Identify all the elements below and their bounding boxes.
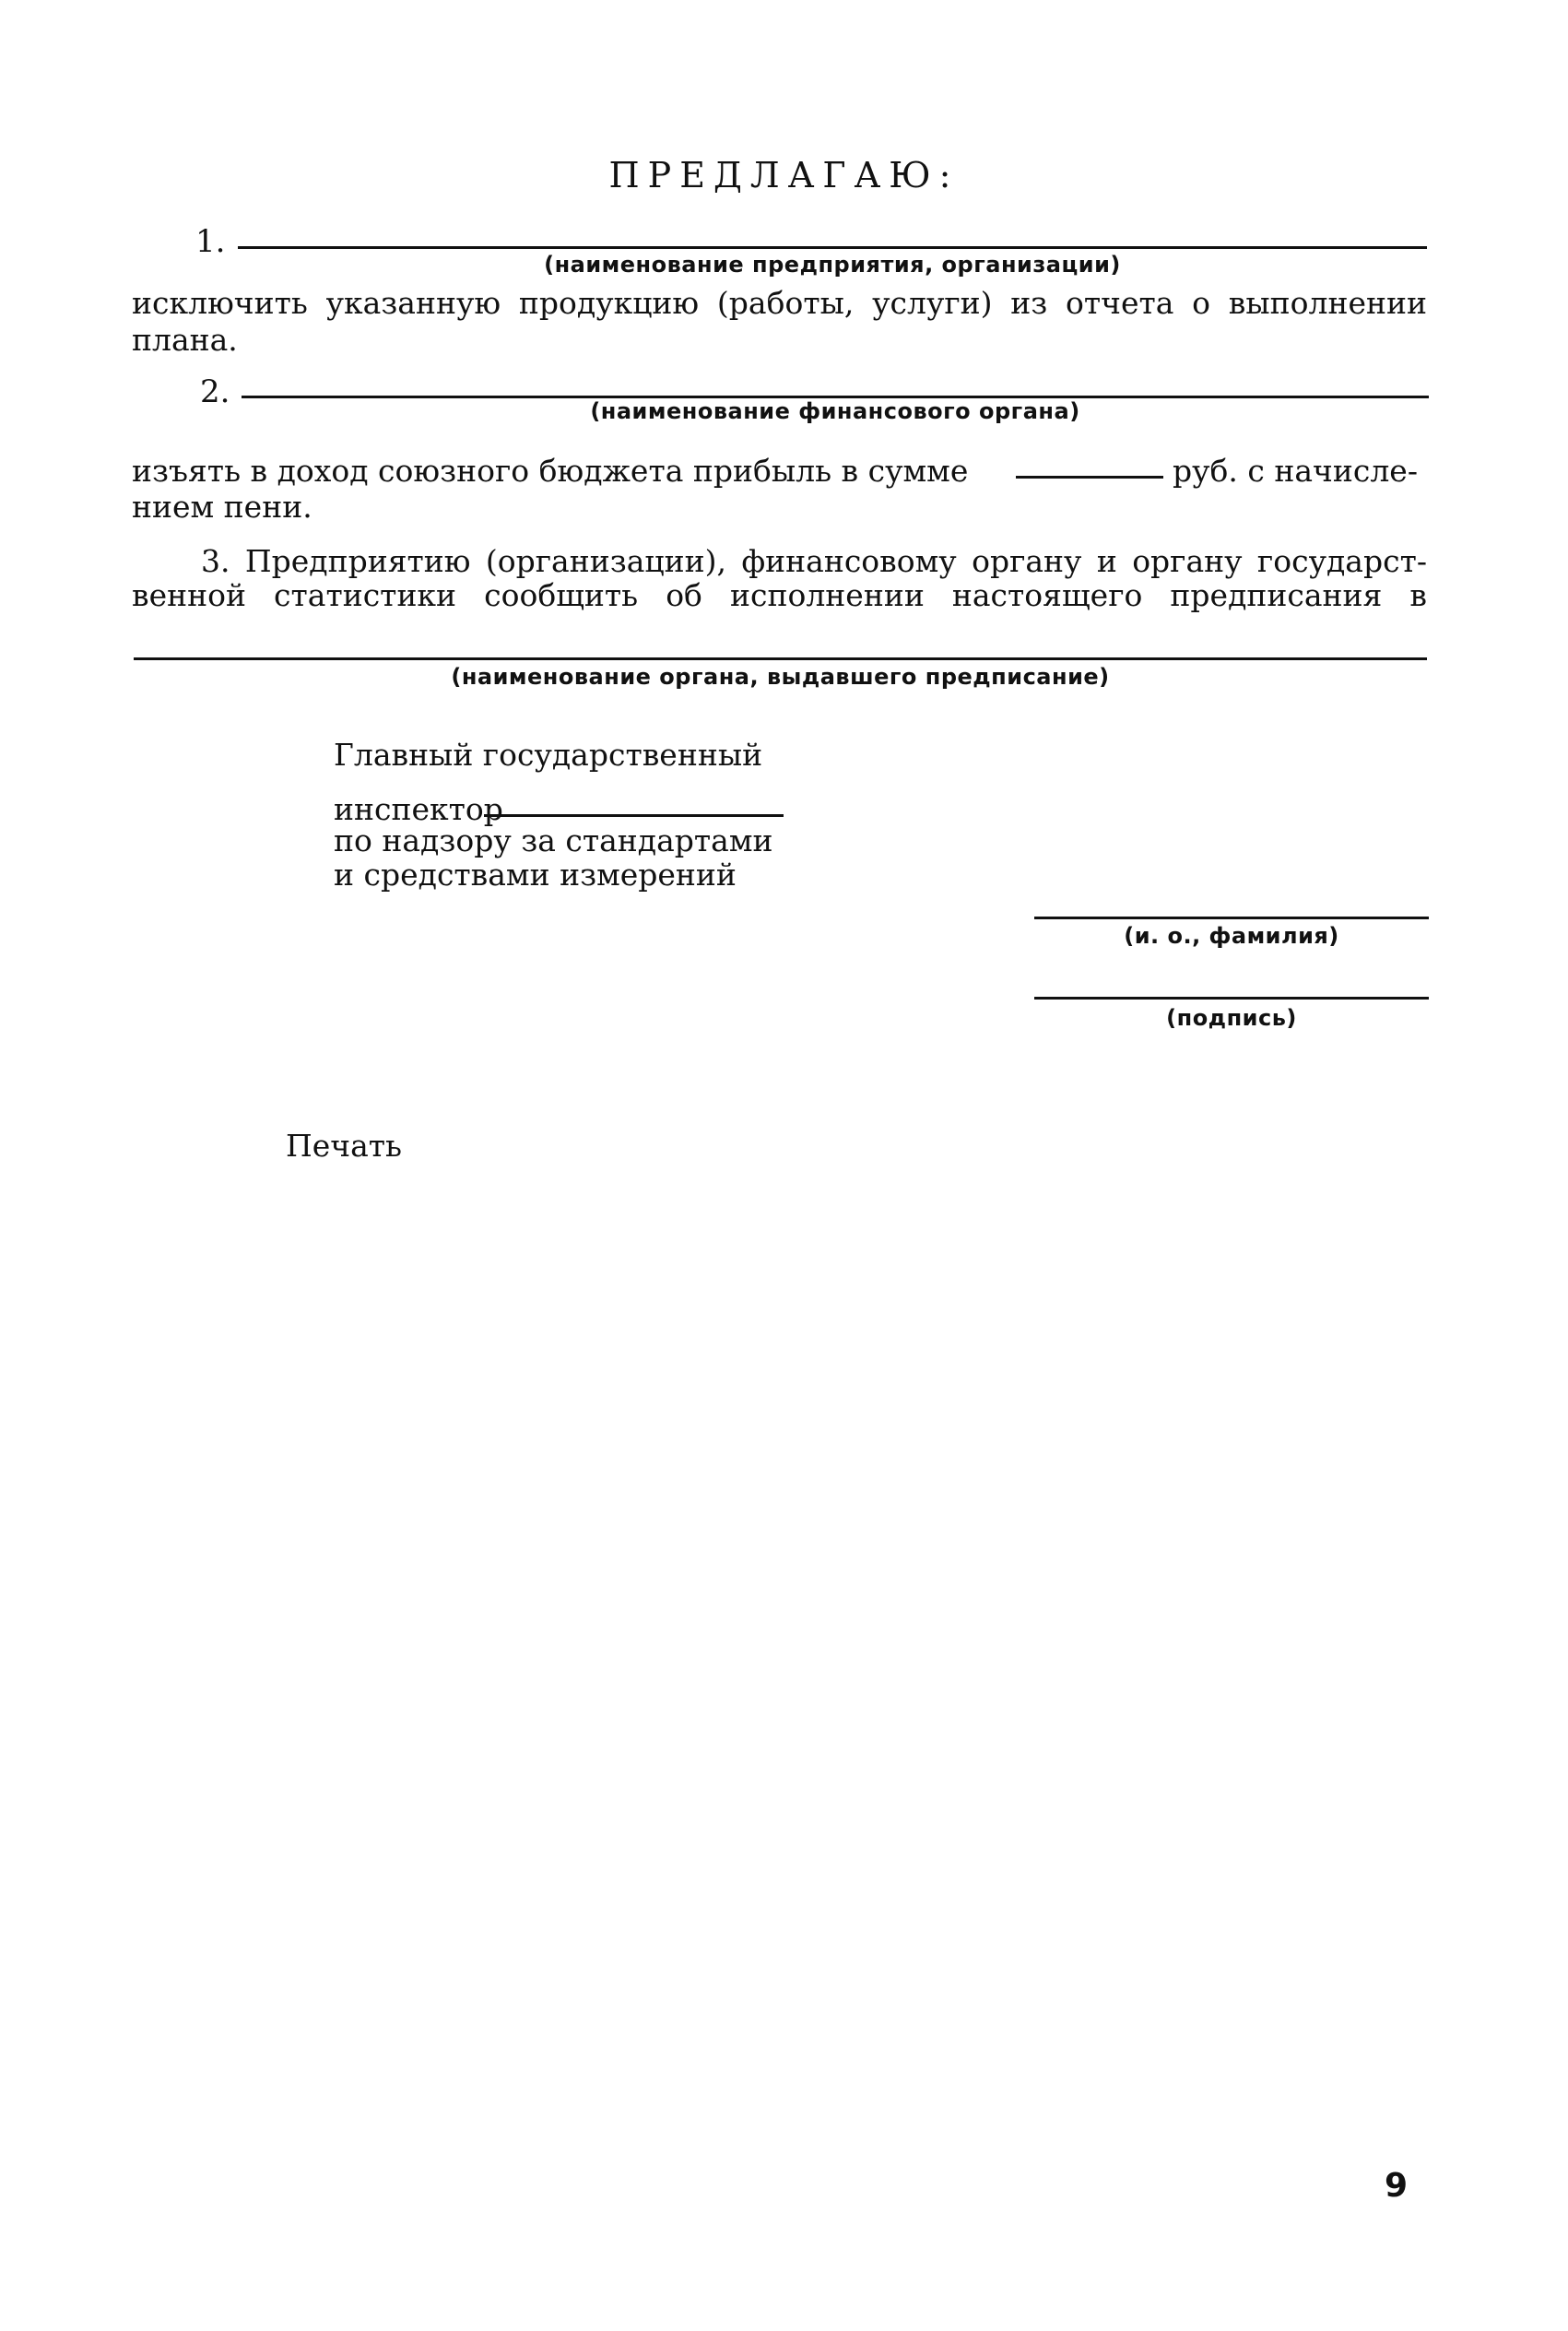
item2-text-line1b: руб. с начисле- [1173, 453, 1418, 489]
signatory-line4: и средствами измерений [334, 857, 737, 893]
signatory-line1: Главный государственный [334, 737, 763, 773]
item1-fill-line [238, 246, 1427, 249]
item2-caption: (наименование финансового органа) [590, 398, 1080, 424]
item2-text-line2: нием пени. [132, 489, 312, 525]
item1-text-line1: исключить указанную продукцию (работы, услуги) из отчета о выполнении [132, 285, 1427, 321]
item2-text-line1a: изъять в доход союзного бюджета прибыль в сумме [132, 453, 969, 489]
item3-fill-line [134, 657, 1427, 660]
page-number: 9 [1385, 2167, 1409, 2205]
item3-text-line2: венной статистики сообщить об исполнении настоящего предписания в [132, 577, 1427, 613]
page-heading: ПРЕДЛАГАЮ: [608, 155, 960, 195]
item1-text-line2: плана. [132, 322, 238, 358]
item1-caption: (наименование предприятия, организации) [544, 252, 1121, 278]
name-line [1034, 917, 1429, 919]
item3-caption: (наименование органа, выдавшего предписание) [451, 664, 1110, 690]
item3-text-line1: 3. Предприятию (организации), финансовому органу и органу государст- [201, 543, 1427, 579]
signatory-line3: по надзору за стандартами [334, 822, 773, 858]
item2-number: 2. [200, 373, 230, 410]
signature-line [1034, 997, 1429, 1000]
signatory-fill-line [484, 814, 784, 817]
item1-number: 1. [195, 223, 226, 260]
signature-caption: (подпись) [1166, 1005, 1297, 1031]
item2-sum-line [1016, 476, 1163, 479]
name-caption: (и. о., фамилия) [1124, 923, 1339, 949]
stamp-label: Печать [286, 1128, 403, 1164]
signatory-line2: инспектор [334, 791, 503, 827]
